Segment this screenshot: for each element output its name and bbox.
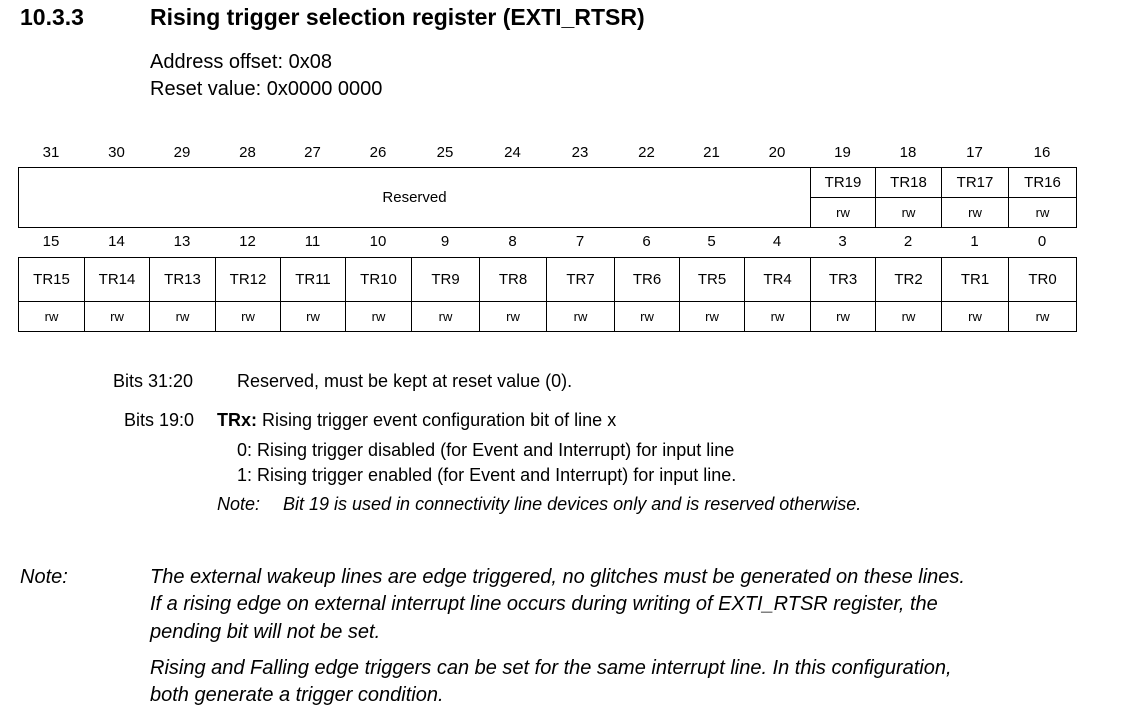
inner-note-text: Bit 19 is used in connectivity line devices only and is reserved otherwise. xyxy=(283,494,862,514)
bit-number-5: 5 xyxy=(707,233,716,250)
bit-number-31: 31 xyxy=(42,144,60,161)
trx-field-name: TRx: xyxy=(217,410,257,430)
address-offset: Address offset: 0x08 xyxy=(150,51,332,73)
bit-number-3: 3 xyxy=(838,233,847,250)
field-tr16: TR16 xyxy=(1009,168,1077,198)
option-1: 1: Rising trigger enabled (for Event and Interrupt) for input line. xyxy=(237,465,737,485)
bit-number-25: 25 xyxy=(436,144,454,161)
field-tr14: TR14 xyxy=(85,258,150,302)
bit-number-16: 16 xyxy=(1033,144,1051,161)
bit-number-13: 13 xyxy=(173,233,191,250)
access-tr13: rw xyxy=(150,302,216,332)
bit-number-2: 2 xyxy=(903,233,913,250)
field-tr7: TR7 xyxy=(547,258,615,302)
access-tr16: rw xyxy=(1009,198,1077,228)
bits-31-20-label: Bits 31:20 xyxy=(113,371,194,391)
access-tr4: rw xyxy=(745,302,811,332)
access-tr17: rw xyxy=(942,198,1009,228)
field-tr10: TR10 xyxy=(346,258,412,302)
access-tr10: rw xyxy=(346,302,412,332)
bit-number-24: 24 xyxy=(504,144,521,161)
bit-number-12: 12 xyxy=(239,233,256,250)
bit-number-14: 14 xyxy=(108,233,125,250)
trx-description: Rising trigger event configuration bit of line x xyxy=(257,410,617,430)
bit-number-26: 26 xyxy=(369,144,387,161)
option-0: 0: Rising trigger disabled (for Event and Interrupt) for input line xyxy=(237,440,735,460)
access-tr5: rw xyxy=(680,302,745,332)
bit-number-1: 1 xyxy=(970,233,979,250)
access-tr7: rw xyxy=(547,302,615,332)
bit-number-4: 4 xyxy=(772,233,782,250)
field-tr5: TR5 xyxy=(680,258,745,302)
access-tr18: rw xyxy=(876,198,942,228)
bit-number-8: 8 xyxy=(508,233,517,250)
bit-number-15: 15 xyxy=(42,233,60,250)
bit-number-20: 20 xyxy=(768,144,786,161)
bit-number-27: 27 xyxy=(304,144,321,161)
bit-number-10: 10 xyxy=(369,233,387,250)
access-tr19: rw xyxy=(811,198,876,228)
bit-number-30: 30 xyxy=(108,144,125,161)
field-tr19: TR19 xyxy=(811,168,876,198)
bits-31-20-text: Reserved, must be kept at reset value (0). xyxy=(237,371,573,391)
bit-number-0: 0 xyxy=(1037,233,1047,250)
field-tr9: TR9 xyxy=(412,258,480,302)
section-title: Rising trigger selection register (EXTI_RTSR) xyxy=(150,4,645,30)
note-line-5: both generate a trigger condition. xyxy=(150,684,444,706)
bits-19-0-label: Bits 19:0 xyxy=(124,410,195,430)
field-tr15: TR15 xyxy=(19,258,85,302)
bit-number-18: 18 xyxy=(899,144,917,161)
access-tr8: rw xyxy=(480,302,547,332)
field-tr18: TR18 xyxy=(876,168,942,198)
note-line-3: pending bit will not be set. xyxy=(150,621,381,643)
reserved-field: Reserved xyxy=(19,168,811,228)
field-tr11: TR11 xyxy=(281,258,346,302)
field-tr6: TR6 xyxy=(615,258,680,302)
field-tr8: TR8 xyxy=(480,258,547,302)
note-line-1: The external wakeup lines are edge triggered, no glitches must be generated on these lines. xyxy=(150,566,965,588)
field-tr4: TR4 xyxy=(745,258,811,302)
field-tr1: TR1 xyxy=(942,258,1009,302)
note-line-4: Rising and Falling edge triggers can be set for the same interrupt line. In this configuration, xyxy=(150,657,952,679)
field-tr13: TR13 xyxy=(150,258,216,302)
bit-number-6: 6 xyxy=(642,233,651,250)
inner-note-label: Note: xyxy=(217,494,261,514)
bit-number-29: 29 xyxy=(173,144,191,161)
note-line-2: If a rising edge on external interrupt line occurs during writing of EXTI_RTSR register, the xyxy=(150,593,938,615)
access-tr1: rw xyxy=(942,302,1009,332)
note-label: Note: xyxy=(20,566,68,588)
access-tr3: rw xyxy=(811,302,876,332)
bit-number-17: 17 xyxy=(966,144,983,161)
field-tr3: TR3 xyxy=(811,258,876,302)
field-tr12: TR12 xyxy=(216,258,281,302)
field-tr2: TR2 xyxy=(876,258,942,302)
bit-number-22: 22 xyxy=(638,144,655,161)
bit-number-9: 9 xyxy=(440,233,450,250)
section-number: 10.3.3 xyxy=(20,4,84,30)
access-tr15: rw xyxy=(19,302,85,332)
access-tr14: rw xyxy=(85,302,150,332)
bit-number-28: 28 xyxy=(239,144,256,161)
bits-19-0-description xyxy=(217,410,616,431)
access-tr2: rw xyxy=(876,302,942,332)
access-tr9: rw xyxy=(412,302,480,332)
access-tr12: rw xyxy=(216,302,281,332)
register-upper-table xyxy=(18,167,1077,228)
bit-number-19: 19 xyxy=(834,144,851,161)
reset-value: Reset value: 0x0000 0000 xyxy=(150,78,383,100)
bit-number-21: 21 xyxy=(703,144,720,161)
access-tr6: rw xyxy=(615,302,680,332)
bit-number-7: 7 xyxy=(575,233,585,250)
access-tr11: rw xyxy=(281,302,346,332)
access-tr0: rw xyxy=(1009,302,1077,332)
field-tr0: TR0 xyxy=(1009,258,1077,302)
register-lower-table xyxy=(18,257,1077,332)
bit-number-23: 23 xyxy=(571,144,589,161)
field-tr17: TR17 xyxy=(942,168,1009,198)
bit-number-11: 11 xyxy=(304,233,321,250)
